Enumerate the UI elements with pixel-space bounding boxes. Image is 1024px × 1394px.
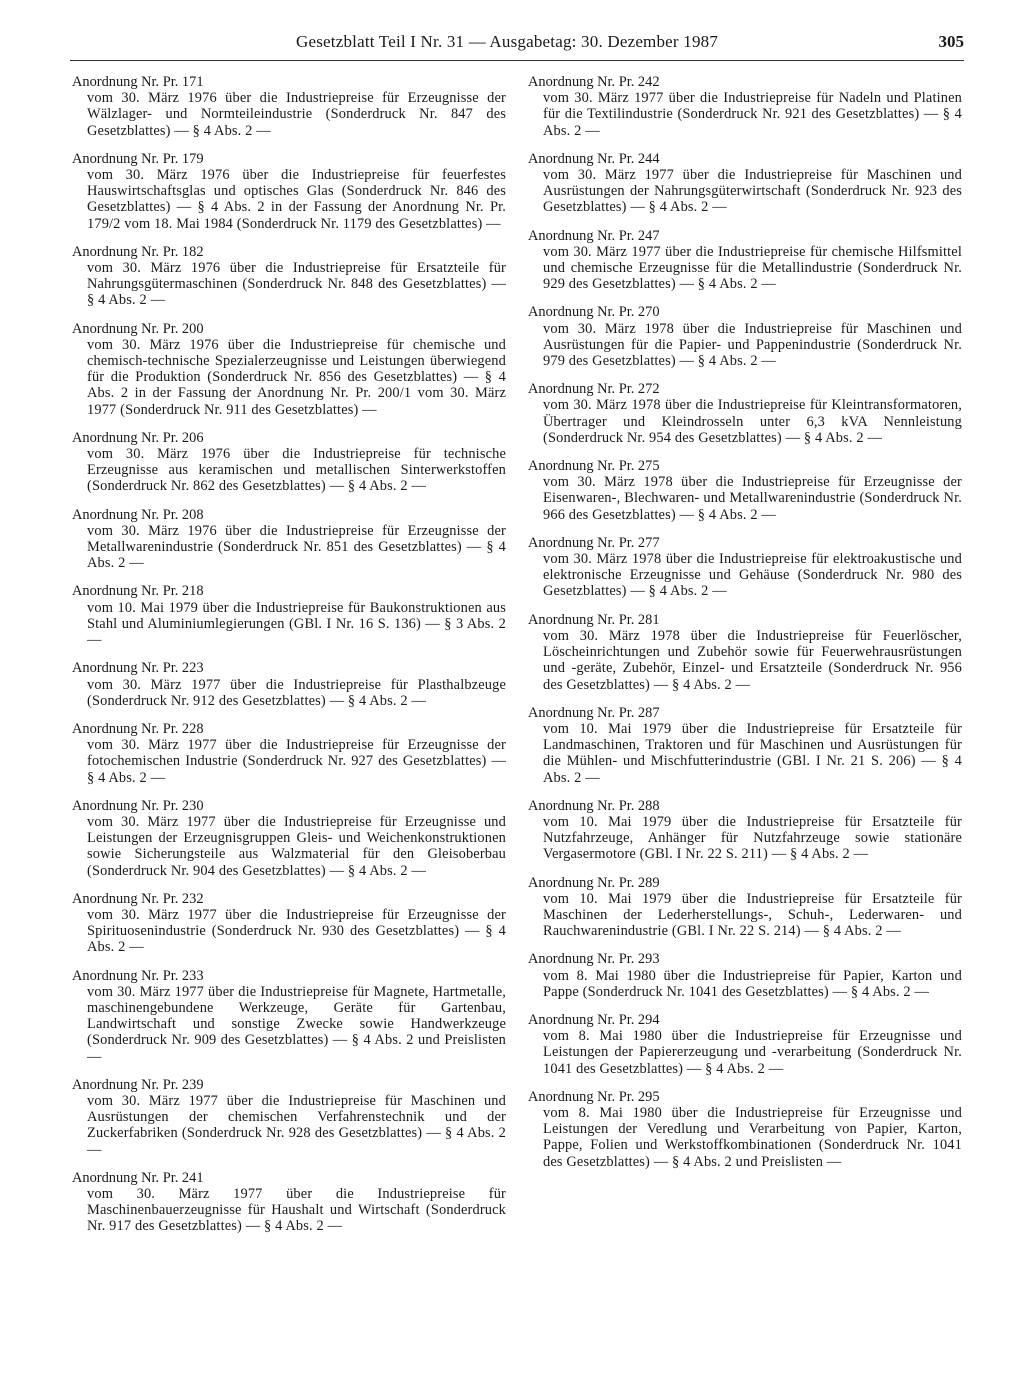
ordinance-entry — [528, 151, 962, 216]
ordinance-text: vom 8. Mai 1980 über die Industriepreise für Erzeugnisse und Leistungen der Veredlung und Verarbeitung von Papier, Karton, Pappe, Folien und Werkstoffkombinationen (Sonderdruck Nr. 1041 des Gesetzblattes) — § 4 Abs. 2 und Preislisten — — [543, 1104, 962, 1170]
ordinance-entry — [528, 951, 962, 1000]
ordinance-entry — [72, 583, 506, 648]
ordinance-entry — [528, 705, 962, 786]
ordinance-text: vom 10. Mai 1979 über die Industriepreise für Baukonstruktionen aus Stahl und Aluminiumlegierungen (GBl. I Nr. 16 S. 136) — § 3 Abs. 2 — — [87, 599, 506, 649]
page-number: 305 — [938, 32, 964, 51]
ordinance-text: vom 30. März 1978 über die Industriepreise für Kleintransformatoren, Übertrager und Kleindrosseln unter 6,3 kVA Nennleistung (Sonderdruck Nr. 954 des Gesetzblattes) — § 4 Abs. 2 — — [543, 397, 962, 446]
ordinance-title: Anordnung Nr. Pr. 223 — [72, 660, 204, 677]
ordinance-entry — [528, 228, 962, 293]
ordinance-title: Anordnung Nr. Pr. 295 — [528, 1088, 660, 1105]
ordinance-entry — [72, 721, 506, 786]
ordinance-text: vom 30. März 1976 über die Industriepreise für chemische und chemisch-technische Spezialerzeugnisse und Leistungen überwiegend für die Produktion (Sonderdruck Nr. 856 des Gesetzblattes) — § 4 Abs. 2 in der Fassung der Anordnung Nr. Pr. 200/1 vom 30. März 1977 (Sonderdruck Nr. 911 des Gesetzblattes) — — [87, 336, 506, 418]
ordinance-text: vom 30. März 1977 über die Industriepreise für Nadeln und Platinen für die Textilindustrie (Sonderdruck Nr. 921 des Gesetzblattes) — § 4 Abs. 2 — — [543, 90, 962, 139]
ordinance-text: vom 30. März 1976 über die Industriepreise für technische Erzeugnisse aus keramischen und metallischen Sinterwerkstoffen (Sonderdruck Nr. 862 des Gesetzblattes) — § 4 Abs. 2 — — [87, 446, 506, 495]
ordinance-title: Anordnung Nr. Pr. 208 — [72, 506, 204, 523]
ordinance-title: Anordnung Nr. Pr. 294 — [528, 1011, 660, 1028]
ordinance-title: Anordnung Nr. Pr. 281 — [528, 611, 660, 628]
ordinance-title: Anordnung Nr. Pr. 239 — [72, 1076, 204, 1093]
ordinance-text: vom 30. März 1976 über die Industriepreise für Erzeugnisse der Wälzlager- und Normteileindustrie (Sonderdruck Nr. 847 des Gesetzblattes) — § 4 Abs. 2 — — [87, 90, 506, 139]
ordinance-entry — [72, 244, 506, 309]
ordinance-text: vom 30. März 1977 über die Industriepreise für Maschinen und Ausrüstungen der Nahrungsgüterwirtschaft (Sonderdruck Nr. 923 des Gesetzblattes) — § 4 Abs. 2 — — [543, 167, 962, 216]
ordinance-title: Anordnung Nr. Pr. 270 — [528, 304, 660, 321]
ordinance-title: Anordnung Nr. Pr. 171 — [72, 74, 204, 90]
ordinance-title: Anordnung Nr. Pr. 241 — [72, 1169, 204, 1186]
ordinance-entry — [528, 74, 962, 139]
ordinance-title: Anordnung Nr. Pr. 244 — [528, 150, 660, 167]
ordinance-entry — [528, 1012, 962, 1077]
ordinance-entry — [528, 458, 962, 523]
ordinance-title: Anordnung Nr. Pr. 288 — [528, 797, 660, 814]
ordinance-text: vom 10. Mai 1979 über die Industriepreise für Ersatzteile für Landmaschinen, Traktoren und für Maschinen und Ausrüstungen für die Mühlen- und Mischfutterindustrie (GBl. I Nr. 21 S. 206) — § 4 Abs. 2 — — [543, 720, 962, 786]
ordinance-title: Anordnung Nr. Pr. 182 — [72, 243, 204, 260]
right-column — [528, 74, 962, 1170]
ordinance-title: Anordnung Nr. Pr. 228 — [72, 720, 204, 737]
ordinance-entry — [72, 151, 506, 232]
ordinance-title: Anordnung Nr. Pr. 218 — [72, 583, 204, 600]
ordinance-title: Anordnung Nr. Pr. 179 — [72, 150, 204, 167]
ordinance-text: vom 30. März 1978 über die Industriepreise für Feuerlöscher, Löscheinrichtungen und Zubehör sowie für Feuerwehrausrüstungen und -geräte, Zubehör, Einzel- und Ersatzteile (Sonderdruck Nr. 956 des Gesetzblattes) — § 4 Abs. 2 — — [543, 627, 962, 693]
ordinance-text: vom 30. März 1977 über die Industriepreise für Maschinenbauerzeugnisse für Haushalt und Wirtschaft (Sonderdruck Nr. 917 des Gesetzblattes) — § 4 Abs. 2 — — [87, 1185, 506, 1235]
ordinance-title: Anordnung Nr. Pr. 242 — [528, 74, 660, 90]
ordinance-title: Anordnung Nr. Pr. 277 — [528, 534, 660, 551]
ordinance-text: vom 30. März 1977 über die Industriepreise für Maschinen und Ausrüstungen der chemischen Verfahrenstechnik und der Zuckerfabriken (Sonderdruck Nr. 928 des Gesetzblattes) — § 4 Abs. 2 — — [87, 1092, 506, 1158]
ordinance-entry — [528, 535, 962, 600]
ordinance-text: vom 30. März 1976 über die Industriepreise für feuerfestes Hauswirtschaftsglas und optisches Glas (Sonderdruck Nr. 846 des Gesetzblattes) — § 4 Abs. 2 in der Fassung der Anordnung Nr. Pr. 179/2 vom 18. Mai 1984 (Sonderdruck Nr. 1179 des Gesetzblattes) — — [87, 167, 506, 232]
ordinance-entry — [72, 968, 506, 1065]
ordinance-title: Anordnung Nr. Pr. 289 — [528, 874, 660, 891]
ordinance-title: Anordnung Nr. Pr. 230 — [72, 797, 204, 814]
ordinance-text: vom 30. März 1976 über die Industriepreise für Erzeugnisse der Metallwarenindustrie (Sonderdruck Nr. 851 des Gesetzblattes) — § 4 Abs. 2 — — [87, 522, 506, 572]
ordinance-title: Anordnung Nr. Pr. 233 — [72, 967, 204, 984]
ordinance-text: vom 30. März 1977 über die Industriepreise für Erzeugnisse und Leistungen der Erzeugnisgruppen Gleis- und Weichenkonstruktionen sowie Sicherungsteile aus Walzmaterial für den Gleisoberbau (Sonderdruck Nr. 904 des Gesetzblattes) — § 4 Abs. 2 — — [87, 813, 506, 879]
header-rule — [70, 60, 964, 61]
ordinance-entry — [72, 321, 506, 418]
ordinance-text: vom 30. März 1977 über die Industriepreise für Plasthalbzeuge (Sonderdruck Nr. 912 des Gesetzblattes) — § 4 Abs. 2 — — [87, 676, 506, 709]
ordinance-title: Anordnung Nr. Pr. 287 — [528, 704, 660, 721]
ordinance-title: Anordnung Nr. Pr. 200 — [72, 320, 204, 337]
ordinance-text: vom 30. März 1978 über die Industriepreise für Maschinen und Ausrüstungen für die Papier- und Pappenindustrie (Sonderdruck Nr. 979 des Gesetzblattes) — § 4 Abs. 2 — — [543, 320, 962, 370]
ordinance-entry — [528, 381, 962, 446]
ordinance-entry — [72, 1170, 506, 1235]
running-header-title: Gesetzblatt Teil I Nr. 31 — Ausgabetag: 30. Dezember 1987 — [296, 32, 719, 51]
ordinance-entry — [528, 1089, 962, 1170]
ordinance-text: vom 30. März 1977 über die Industriepreise für chemische Hilfsmittel und chemische Erzeugnisse für die Metallindustrie (Sonderdruck Nr. 929 des Gesetzblattes) — § 4 Abs. 2 — — [543, 243, 962, 293]
ordinance-entry — [72, 798, 506, 879]
ordinance-text: vom 30. März 1977 über die Industriepreise für Erzeugnisse der fotochemischen Industrie (Sonderdruck Nr. 927 des Gesetzblattes) — § 4 Abs. 2 — — [87, 737, 506, 786]
ordinance-entry — [72, 430, 506, 495]
ordinance-text: vom 10. Mai 1979 über die Industriepreise für Ersatzteile für Nutzfahrzeuge, Anhänger für Nutzfahrzeuge sowie stationäre Vergasermotore (GBl. I Nr. 22 S. 211) — § 4 Abs. 2 — — [543, 813, 962, 863]
ordinance-text: vom 30. März 1977 über die Industriepreise für Erzeugnisse der Spirituosenindustrie (Sonderdruck Nr. 930 des Gesetzblattes) — § 4 Abs. 2 — — [87, 906, 506, 956]
ordinance-entry — [72, 660, 506, 709]
ordinance-entry — [72, 74, 506, 139]
page-header — [0, 32, 1024, 56]
ordinance-entry — [72, 1077, 506, 1158]
ordinance-title: Anordnung Nr. Pr. 247 — [528, 227, 660, 244]
ordinance-title: Anordnung Nr. Pr. 206 — [72, 429, 204, 446]
ordinance-entry — [528, 875, 962, 940]
ordinance-entry — [528, 304, 962, 369]
ordinance-text: vom 30. März 1978 über die Industriepreise für Erzeugnisse der Eisenwaren-, Blechwaren- und Metallwarenindustrie (Sonderdruck Nr. 966 des Gesetzblattes) — § 4 Abs. 2 — — [543, 474, 962, 523]
ordinance-entry — [528, 798, 962, 863]
ordinance-text: vom 30. März 1977 über die Industriepreise für Magnete, Hartmetalle, maschinengebundene Werkzeuge, Geräte für Gartenbau, Landwirtschaft und sonstige Zwecke sowie Handwerkzeuge (Sonderdruck Nr. 909 des Gesetzblattes) — § 4 Abs. 2 und Preislisten — — [87, 983, 506, 1065]
ordinance-title: Anordnung Nr. Pr. 275 — [528, 458, 660, 475]
ordinance-text: vom 8. Mai 1980 über die Industriepreise für Papier, Karton und Pappe (Sonderdruck Nr. 1041 des Gesetzblattes) — § 4 Abs. 2 — — [543, 967, 962, 1000]
left-column — [72, 74, 506, 1235]
ordinance-entry — [528, 612, 962, 693]
ordinance-text: vom 8. Mai 1980 über die Industriepreise für Erzeugnisse und Leistungen der Papiererzeugung und -verarbeitung (Sonderdruck Nr. 1041 des Gesetzblattes) — § 4 Abs. 2 — — [543, 1028, 962, 1077]
ordinance-text: vom 10. Mai 1979 über die Industriepreise für Ersatzteile für Maschinen der Lederherstellungs-, Schuh-, Lederwaren- und Rauchwarenindustrie (GBl. I Nr. 22 S. 214) — § 4 Abs. 2 — — [543, 890, 962, 940]
ordinance-text: vom 30. März 1976 über die Industriepreise für Ersatzteile für Nahrungsgütermaschinen (Sonderdruck Nr. 848 des Gesetzblattes) — § 4 Abs. 2 — — [87, 260, 506, 309]
ordinance-entry — [72, 891, 506, 956]
ordinance-text: vom 30. März 1978 über die Industriepreise für elektroakustische und elektronische Erzeugnisse und Gehäuse (Sonderdruck Nr. 980 des Gesetzblattes) — § 4 Abs. 2 — — [543, 551, 962, 600]
ordinance-entry — [72, 507, 506, 572]
ordinance-title: Anordnung Nr. Pr. 272 — [528, 381, 660, 398]
ordinance-title: Anordnung Nr. Pr. 293 — [528, 951, 660, 968]
ordinance-title: Anordnung Nr. Pr. 232 — [72, 890, 204, 907]
